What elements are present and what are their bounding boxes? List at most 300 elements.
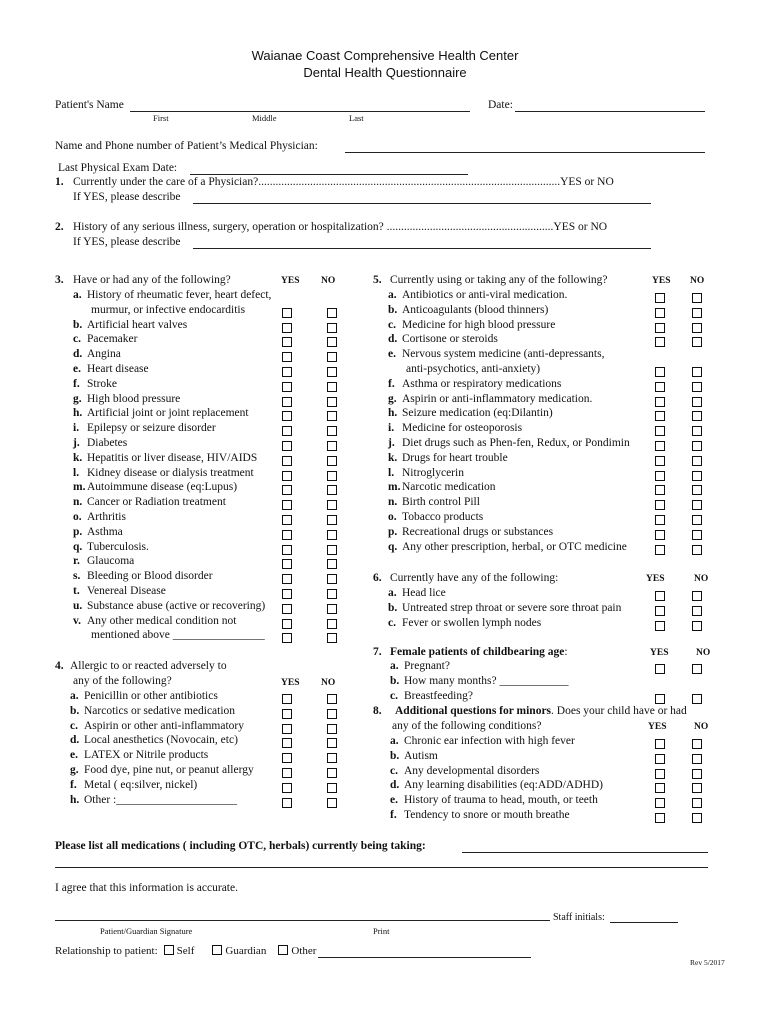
q5-item-letter: b. [388, 303, 398, 316]
q3-yes-checkbox[interactable] [282, 456, 292, 466]
q4-yes-checkbox[interactable] [282, 738, 292, 748]
q3-item-letter: a. [73, 289, 82, 301]
q3-no-checkbox[interactable] [327, 367, 337, 377]
q6-item-text: Untreated strep throat or severe sore throat pain [402, 601, 622, 614]
q3-no-checkbox[interactable] [327, 308, 337, 318]
q4-item-text: Other :_____________________ [84, 793, 238, 806]
q5-no-checkbox[interactable] [692, 308, 702, 318]
q5-yes-header: YES [652, 276, 671, 286]
q6-item-2 [388, 617, 541, 629]
q3-yes-checkbox[interactable] [282, 397, 292, 407]
q6-yes-checkbox[interactable] [655, 606, 665, 616]
q5-no-checkbox[interactable] [692, 382, 702, 392]
revision-date: Rev 5/2017 [690, 958, 725, 967]
q5-item-13 [388, 481, 496, 493]
q8-yes-header: YES [648, 722, 667, 732]
q3-item-2 [73, 319, 187, 331]
q3-item-letter: o. [73, 511, 82, 523]
q5-no-checkbox[interactable] [692, 515, 702, 525]
q6-yes-header: YES [646, 574, 665, 584]
q5-no-checkbox[interactable] [692, 500, 702, 510]
q6-item-text: Fever or swollen lymph nodes [402, 616, 542, 629]
q5-item-3 [388, 333, 498, 345]
q2-number: 2. [55, 221, 64, 233]
q3-no-checkbox[interactable] [327, 382, 337, 392]
q5-item-1 [388, 304, 548, 316]
q6-item-letter: c. [388, 616, 396, 629]
q3-yes-checkbox[interactable] [282, 633, 292, 643]
self-checkbox[interactable] [164, 945, 174, 955]
q5-item-text: Recreational drugs or substances [402, 525, 554, 538]
q3-yes-checkbox[interactable] [282, 530, 292, 540]
q3-yes-checkbox[interactable] [282, 485, 292, 495]
q4-item-2 [70, 720, 244, 732]
q4-item-letter: f. [70, 778, 77, 791]
self-option: Self [176, 945, 195, 957]
q3-item-15 [73, 511, 126, 523]
q3-item-letter: v. [73, 614, 81, 627]
q8-item-3 [390, 779, 603, 791]
q8-no-checkbox[interactable] [692, 798, 702, 808]
q5-item-9 [388, 422, 522, 434]
q3-yes-checkbox[interactable] [282, 619, 292, 629]
q4-no-checkbox[interactable] [327, 738, 337, 748]
q4-item-5 [70, 764, 254, 776]
q3-no-checkbox[interactable] [327, 633, 337, 643]
q8-yes-checkbox[interactable] [655, 739, 665, 749]
q6-item-0 [388, 587, 446, 599]
q3-item-letter: f. [73, 377, 80, 390]
q5-item-letter: m. [388, 481, 401, 494]
q5-item-text: Drugs for heart trouble [402, 451, 508, 464]
medications-field[interactable] [462, 852, 708, 853]
q8-no-checkbox[interactable] [692, 754, 702, 764]
org-name: Waianae Coast Comprehensive Health Center [251, 48, 519, 63]
q3-item-4 [73, 348, 121, 360]
q3-item-letter: u. [73, 599, 83, 612]
q5-no-checkbox[interactable] [692, 337, 702, 347]
q6-yes-checkbox[interactable] [655, 591, 665, 601]
q6-no-checkbox[interactable] [692, 606, 702, 616]
q5-item-letter: p. [388, 525, 398, 538]
q7-item-text: Pregnant? [404, 660, 450, 672]
last-exam-field[interactable] [190, 174, 468, 175]
q7-title: Female patients of childbearing age [390, 646, 565, 658]
q5-item-letter: o. [388, 511, 397, 523]
q3-item-1 [73, 304, 245, 316]
q5-no-checkbox[interactable] [692, 471, 702, 481]
q3-no-checkbox[interactable] [327, 589, 337, 599]
q8-no-header: NO [694, 722, 709, 732]
q4-item-6 [70, 779, 197, 791]
q3-number: 3. [55, 274, 64, 286]
q3-yes-checkbox[interactable] [282, 515, 292, 525]
q3-no-checkbox[interactable] [327, 323, 337, 333]
q3-yes-checkbox[interactable] [282, 426, 292, 436]
q3-item-letter: r. [73, 555, 80, 568]
q4-yes-checkbox[interactable] [282, 768, 292, 778]
q5-yes-checkbox[interactable] [655, 426, 665, 436]
q4-yes-checkbox[interactable] [282, 783, 292, 793]
q4-no-checkbox[interactable] [327, 768, 337, 778]
q3-yes-checkbox[interactable] [282, 604, 292, 614]
q5-item-letter: n. [388, 496, 398, 509]
q7-number: 7. [373, 646, 382, 658]
q4-no-checkbox[interactable] [327, 724, 337, 734]
q3-no-checkbox[interactable] [327, 352, 337, 362]
q4-item-text: Aspirin or other anti-inflammatory [84, 719, 245, 732]
q3-no-checkbox[interactable] [327, 485, 337, 495]
q5-yes-checkbox[interactable] [655, 545, 665, 555]
q7-item-0 [390, 660, 450, 672]
q4-no-checkbox[interactable] [327, 753, 337, 763]
guardian-checkbox[interactable] [212, 945, 222, 955]
q3-item-17 [73, 541, 149, 553]
q4-title-line2: any of the following? [73, 675, 172, 687]
other-checkbox[interactable] [278, 945, 288, 955]
q5-item-text: Diet drugs such as Phen-fen, Redux, or Pondimin [402, 437, 630, 449]
q5-no-checkbox[interactable] [692, 323, 702, 333]
q3-item-9 [73, 422, 216, 434]
q3-item-10 [73, 437, 127, 449]
other-option: Other [291, 945, 317, 957]
q3-yes-checkbox[interactable] [282, 559, 292, 569]
q3-no-checkbox[interactable] [327, 471, 337, 481]
q5-item-16 [388, 526, 553, 538]
q5-item-text: Medicine for high blood pressure [402, 318, 556, 331]
q7-no-header: NO [696, 648, 711, 658]
q5-yes-checkbox[interactable] [655, 471, 665, 481]
q4-item-1 [70, 705, 235, 717]
q3-item-text: Autoimmune disease (eq:Lupus) [87, 481, 238, 494]
q3-item-18 [73, 555, 134, 567]
q4-yes-checkbox[interactable] [282, 753, 292, 763]
q3-item-letter: h. [73, 407, 83, 420]
q4-item-letter: e. [70, 749, 78, 762]
q3-no-checkbox[interactable] [327, 397, 337, 407]
q8-yes-checkbox[interactable] [655, 754, 665, 764]
q3-item-19 [73, 570, 213, 582]
q5-item-text: Cortisone or steroids [402, 333, 498, 346]
q6-yes-checkbox[interactable] [655, 621, 665, 631]
last-name-hint: Last [349, 113, 364, 123]
q7-no-checkbox[interactable] [692, 694, 702, 704]
q3-item-22 [73, 615, 236, 627]
physician-field[interactable] [345, 152, 705, 153]
q3-no-checkbox[interactable] [327, 426, 337, 436]
q3-yes-checkbox[interactable] [282, 367, 292, 377]
q4-no-checkbox[interactable] [327, 798, 337, 808]
q8-yes-checkbox[interactable] [655, 813, 665, 823]
q5-item-text: Asthma or respiratory medications [402, 377, 562, 390]
q5-yes-checkbox[interactable] [655, 367, 665, 377]
q3-item-text: Kidney disease or dialysis treatment [87, 466, 254, 479]
last-exam-label: Last Physical Exam Date: [58, 162, 178, 174]
q6-item-letter: b. [388, 601, 398, 614]
q3-item-text: Stroke [87, 377, 118, 390]
q3-item-letter: m. [73, 481, 86, 494]
q7-item-text: How many months? ____________ [404, 674, 569, 687]
signature-field[interactable] [55, 920, 550, 921]
q5-item-letter: i. [388, 422, 395, 435]
q4-yes-checkbox[interactable] [282, 798, 292, 808]
q5-item-10 [388, 437, 630, 449]
q5-no-checkbox[interactable] [692, 441, 702, 451]
q4-item-letter: g. [70, 764, 79, 776]
q3-item-text: Hepatitis or liver disease, HIV/AIDS [87, 451, 258, 464]
q3-item-letter: q. [73, 540, 83, 553]
q5-yes-checkbox[interactable] [655, 308, 665, 318]
q6-no-checkbox[interactable] [692, 621, 702, 631]
q3-no-checkbox[interactable] [327, 574, 337, 584]
q3-no-checkbox[interactable] [327, 619, 337, 629]
q3-item-16 [73, 526, 123, 538]
q7-yes-header: YES [650, 648, 669, 658]
q5-no-checkbox[interactable] [692, 293, 702, 303]
q5-item-text: Aspirin or anti-inflammatory medication. [402, 392, 593, 405]
q8-title-line2: any of the following conditions? [392, 720, 542, 732]
q3-yes-checkbox[interactable] [282, 323, 292, 333]
physician-label: Name and Phone number of Patient’s Medical Physician: [55, 140, 318, 152]
q3-item-letter: d. [73, 348, 83, 361]
patient-name-label: Patient's Name [55, 99, 124, 111]
q5-no-checkbox[interactable] [692, 426, 702, 436]
q5-item-8 [388, 407, 553, 419]
q5-item-text: anti-psychotics, anti-anxiety) [406, 363, 541, 375]
q6-title: Currently have any of the following: [390, 572, 559, 584]
q3-yes-checkbox[interactable] [282, 574, 292, 584]
q5-yes-checkbox[interactable] [655, 293, 665, 303]
q5-no-checkbox[interactable] [692, 485, 702, 495]
q3-item-11 [73, 452, 257, 464]
q8-title-bold: Additional questions for minors [395, 705, 552, 717]
q5-yes-checkbox[interactable] [655, 411, 665, 421]
q1-describe-field[interactable] [193, 203, 651, 204]
medications-label: Please list all medications ( including OTC, herbals) currently being taking: [55, 840, 426, 852]
q7-yes-checkbox[interactable] [655, 694, 665, 704]
q3-item-6 [73, 378, 117, 390]
q5-yes-checkbox[interactable] [655, 382, 665, 392]
q8-no-checkbox[interactable] [692, 739, 702, 749]
q7-item-letter: a. [390, 660, 399, 672]
q5-item-letter: f. [388, 377, 395, 390]
date-field[interactable] [515, 111, 705, 112]
q4-no-checkbox[interactable] [327, 783, 337, 793]
q3-item-12 [73, 467, 254, 479]
q8-item-1 [390, 750, 438, 762]
q3-item-text: History of rheumatic fever, heart defect, [87, 289, 272, 301]
q8-item-text: Any learning disabilities (eq:ADD/ADHD) [404, 779, 603, 792]
q3-no-checkbox[interactable] [327, 545, 337, 555]
q5-item-letter: h. [388, 407, 398, 420]
q3-no-checkbox[interactable] [327, 515, 337, 525]
staff-initials-label: Staff initials: [553, 912, 605, 923]
q8-item-text: Autism [404, 749, 438, 762]
q3-no-checkbox[interactable] [327, 411, 337, 421]
q3-item-letter: g. [73, 392, 82, 405]
q4-yes-checkbox[interactable] [282, 694, 292, 704]
q4-item-text: Narcotics or sedative medication [84, 704, 236, 717]
q3-item-letter: e. [73, 363, 81, 375]
q3-no-checkbox[interactable] [327, 441, 337, 451]
q3-item-text: Bleeding or Blood disorder [87, 570, 213, 583]
q3-yes-checkbox[interactable] [282, 471, 292, 481]
q5-item-text: Nitroglycerin [402, 466, 464, 479]
q5-item-17 [388, 541, 627, 553]
q5-no-checkbox[interactable] [692, 367, 702, 377]
q8-yes-checkbox[interactable] [655, 769, 665, 779]
q3-no-checkbox[interactable] [327, 500, 337, 510]
q3-item-text: Heart disease [87, 363, 149, 375]
q7-yes-checkbox[interactable] [655, 664, 665, 674]
q3-no-header: NO [321, 276, 336, 286]
q3-yes-checkbox[interactable] [282, 411, 292, 421]
q6-item-text: Head lice [402, 587, 446, 599]
form-title: Dental Health Questionnaire [303, 65, 467, 80]
q7-item-2 [390, 690, 473, 702]
q4-item-text: Local anesthetics (Novocain, etc) [84, 734, 238, 747]
q3-title: Have or had any of the following? [73, 274, 231, 286]
q3-yes-checkbox[interactable] [282, 589, 292, 599]
q5-no-header: NO [690, 276, 705, 286]
other-relationship-field[interactable] [318, 957, 531, 958]
q4-item-text: Penicillin or other antibiotics [84, 690, 218, 702]
q4-item-text: LATEX or Nitrile products [84, 749, 209, 762]
q5-yes-checkbox[interactable] [655, 515, 665, 525]
signature-label: Patient/Guardian Signature [100, 926, 193, 936]
q8-no-checkbox[interactable] [692, 769, 702, 779]
q1-number: 1. [55, 176, 64, 188]
q4-no-checkbox[interactable] [327, 694, 337, 704]
q5-item-5 [388, 363, 540, 375]
staff-initials-field[interactable] [610, 922, 678, 923]
q7-no-checkbox[interactable] [692, 664, 702, 674]
q5-no-checkbox[interactable] [692, 411, 702, 421]
q5-item-text: Birth control Pill [402, 496, 480, 509]
q3-item-letter: b. [73, 318, 83, 331]
q8-number: 8. [373, 705, 382, 717]
q3-no-checkbox[interactable] [327, 337, 337, 347]
q8-item-text: Any developmental disorders [404, 764, 540, 777]
q4-yes-checkbox[interactable] [282, 724, 292, 734]
q3-yes-checkbox[interactable] [282, 382, 292, 392]
relationship-label: Relationship to patient: [55, 945, 158, 957]
q5-yes-checkbox[interactable] [655, 485, 665, 495]
q3-item-8 [73, 407, 249, 419]
q4-item-letter: c. [70, 719, 78, 732]
q8-item-letter: d. [390, 779, 400, 792]
q8-yes-checkbox[interactable] [655, 798, 665, 808]
q5-yes-checkbox[interactable] [655, 397, 665, 407]
q5-item-letter: c. [388, 318, 396, 331]
q8-title-rest: . Does your child have or had [551, 705, 687, 717]
q5-item-7 [388, 393, 592, 405]
q5-item-text: Any other prescription, herbal, or OTC medicine [402, 540, 627, 553]
q5-item-2 [388, 319, 555, 331]
q5-item-letter: j. [388, 437, 395, 449]
q3-item-letter: c. [73, 333, 81, 346]
q8-item-0 [390, 735, 575, 747]
q5-no-checkbox[interactable] [692, 545, 702, 555]
q5-yes-checkbox[interactable] [655, 500, 665, 510]
q3-item-letter: l. [73, 466, 80, 479]
medications-field-line2[interactable] [55, 867, 708, 868]
q5-yes-checkbox[interactable] [655, 441, 665, 451]
q6-no-header: NO [694, 574, 709, 584]
q3-item-text: Any other medical condition not [87, 614, 237, 627]
q4-yes-checkbox[interactable] [282, 709, 292, 719]
q4-no-checkbox[interactable] [327, 709, 337, 719]
q3-yes-checkbox[interactable] [282, 308, 292, 318]
q6-item-letter: a. [388, 587, 397, 599]
q5-no-checkbox[interactable] [692, 530, 702, 540]
q4-item-4 [70, 749, 208, 761]
q5-item-letter: a. [388, 289, 397, 301]
q3-item-14 [73, 496, 226, 508]
q3-no-checkbox[interactable] [327, 559, 337, 569]
q8-item-letter: f. [390, 809, 397, 821]
q5-item-letter: l. [388, 466, 395, 479]
q8-no-checkbox[interactable] [692, 813, 702, 823]
q8-item-text: Tendency to snore or mouth breathe [404, 809, 570, 821]
q3-no-checkbox[interactable] [327, 530, 337, 540]
q3-no-checkbox[interactable] [327, 604, 337, 614]
q8-item-4 [390, 794, 598, 806]
q5-item-letter: d. [388, 333, 398, 346]
q3-yes-checkbox[interactable] [282, 337, 292, 347]
q3-yes-checkbox[interactable] [282, 441, 292, 451]
q8-item-text: History of trauma to head, mouth, or teeth [404, 794, 598, 807]
q2-describe-field[interactable] [193, 248, 651, 249]
q8-no-checkbox[interactable] [692, 783, 702, 793]
q3-item-text: Angina [87, 348, 121, 361]
q5-item-text: Anticoagulants (blood thinners) [402, 303, 549, 316]
q4-item-letter: a. [70, 690, 79, 702]
q5-item-letter: e. [388, 348, 396, 361]
q5-no-checkbox[interactable] [692, 397, 702, 407]
q5-yes-checkbox[interactable] [655, 323, 665, 333]
q6-item-1 [388, 602, 621, 614]
q5-yes-checkbox[interactable] [655, 530, 665, 540]
print-label: Print [373, 926, 390, 936]
q8-item-letter: a. [390, 735, 399, 747]
q7-title-suffix: : [564, 646, 568, 658]
q3-item-13 [73, 481, 237, 493]
q3-yes-checkbox[interactable] [282, 352, 292, 362]
q3-no-checkbox[interactable] [327, 456, 337, 466]
q3-item-3 [73, 333, 137, 345]
q3-yes-checkbox[interactable] [282, 545, 292, 555]
q5-item-15 [388, 511, 483, 523]
agree-statement: I agree that this information is accurate. [55, 882, 238, 894]
q5-no-checkbox[interactable] [692, 456, 702, 466]
q7-item-text: Breastfeeding? [404, 689, 473, 702]
q3-item-letter: s. [73, 570, 81, 583]
q5-item-12 [388, 467, 464, 479]
q6-no-checkbox[interactable] [692, 591, 702, 601]
q4-item-text: Metal ( eq:silver, nickel) [84, 778, 198, 791]
q5-item-letter: g. [388, 392, 397, 405]
q5-item-text: Seizure medication (eq:Dilantin) [402, 407, 553, 420]
q8-item-text: Chronic ear infection with high fever [404, 735, 575, 747]
q8-yes-checkbox[interactable] [655, 783, 665, 793]
patient-name-field[interactable] [130, 111, 470, 112]
q5-yes-checkbox[interactable] [655, 456, 665, 466]
q3-item-text: Pacemaker [87, 333, 138, 346]
q5-item-text: Medicine for osteoporosis [402, 422, 523, 435]
q3-yes-checkbox[interactable] [282, 500, 292, 510]
q5-yes-checkbox[interactable] [655, 337, 665, 347]
